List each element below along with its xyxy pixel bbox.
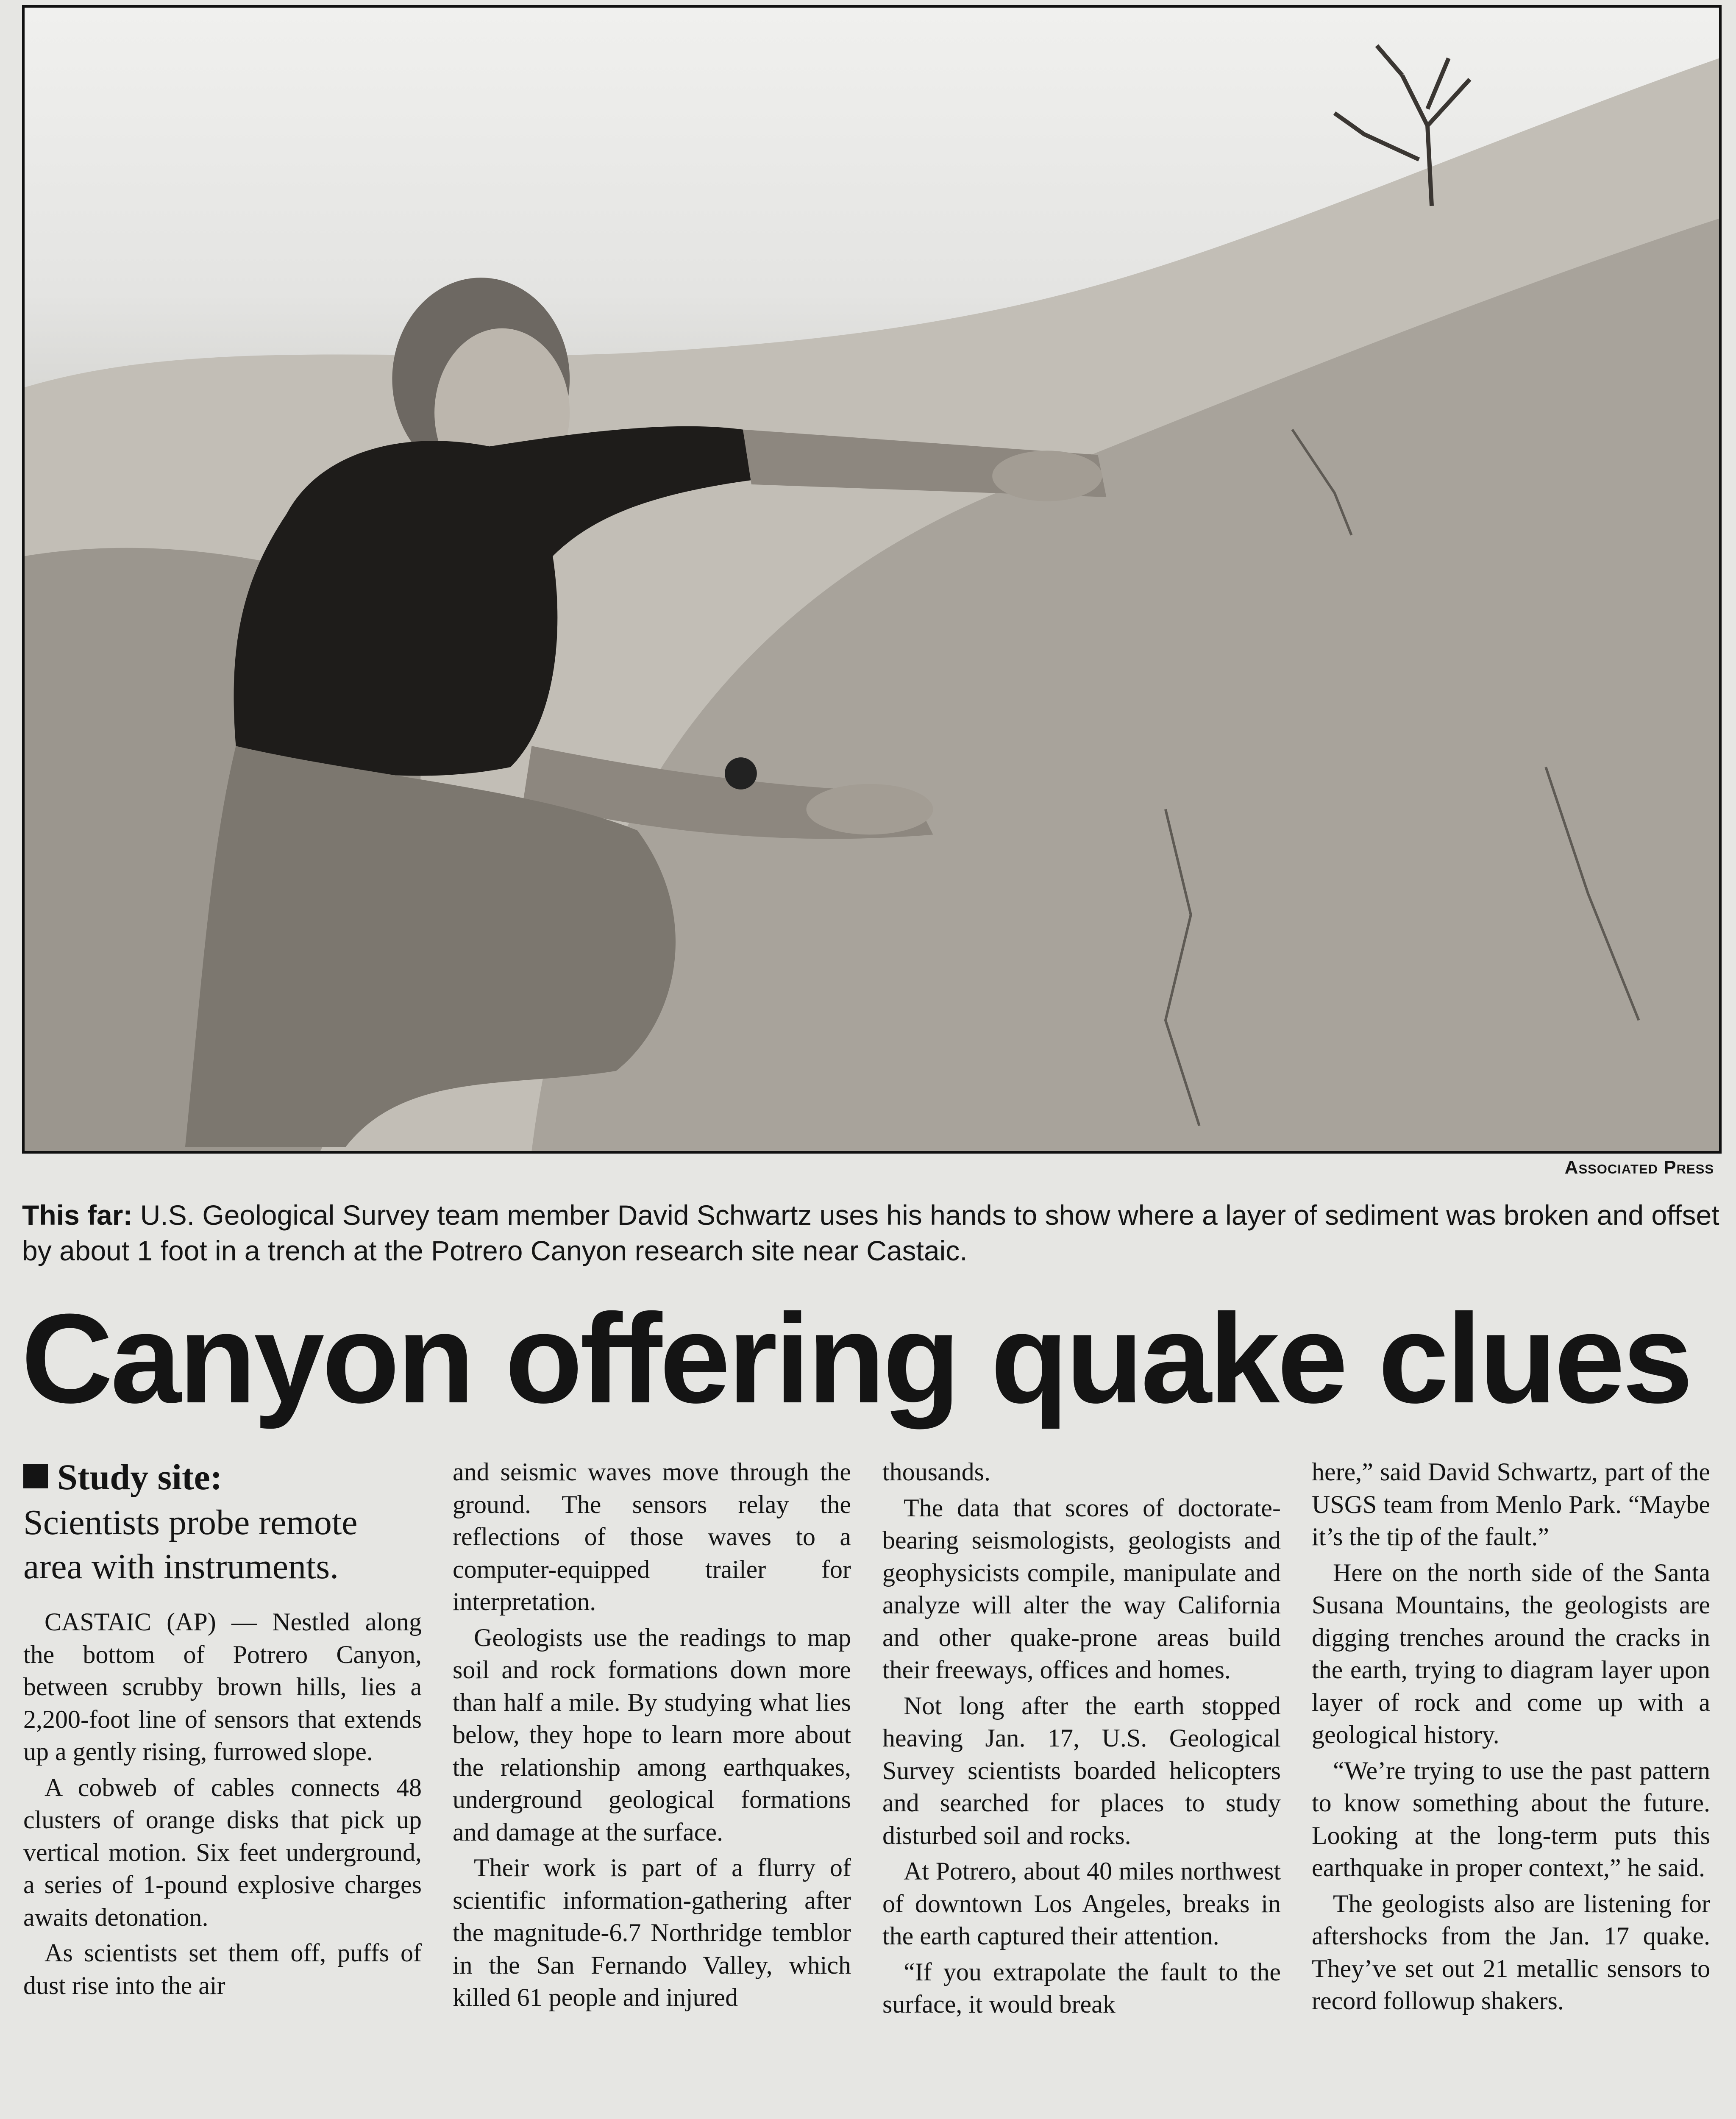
paragraph: Here on the north side of the Santa Susana Mountains, the geologists are digging trenches around the cracks in the earth, trying to diagram layer upon layer of rock and come up with a geological history. [1312, 1558, 1710, 1749]
paragraph: here,” said David Schwartz, part of the USGS team from Menlo Park. “Maybe it’s the tip of the fault.” [1312, 1458, 1710, 1551]
news-photo [22, 5, 1722, 1154]
paragraph: As scientists set them off, puffs of dust rise into the air [23, 1939, 422, 1999]
paragraph: Their work is part of a flurry of scientific information-gathering after the magnitude-6.7 Northridge temblor in the San Fernando Valley, which killed 61 people and injured [453, 1854, 851, 2011]
paragraph: thousands. [882, 1458, 990, 1486]
paragraph: Not long after the earth stopped heaving Jan. 17, U.S. Geological Survey scientists boarded helicopters and searched for places to study disturbed soil and rocks. [882, 1691, 1281, 1849]
caption-text: U.S. Geological Survey team member David Schwartz uses his hands to show where a layer of sediment was broken and offset by about 1 foot in a trench at the Potrero Canyon research site near Castaic. [22, 1199, 1719, 1266]
photo-geologist-in-trench-icon [25, 8, 1719, 1151]
paragraph: A cobweb of cables connects 48 clusters of orange disks that pick up vertical motion. Six feet underground, a series of 1-pound explosive charges awaits detonation. [23, 1773, 422, 1931]
headline: Canyon offering quake clues [21, 1287, 1691, 1429]
paragraph: “We’re trying to use the past pattern to know something about the future. Looking at the long-term puts this earthquake in proper context,” he said. [1312, 1756, 1710, 1882]
paragraph: CASTAIC (AP) — Nestled along the bottom of Potrero Canyon, between scrubby brown hills, lies a 2,200-foot line of sensors that extends up a gently rising, furrowed slope. [23, 1608, 422, 1766]
photo-caption [22, 1197, 1722, 1268]
paragraph: Geologists use the readings to map soil and rock formations down more than half a mile. By studying what lies below, they hope to learn more about the relationship among earthquakes, underground geological formations and damage at the surface. [453, 1623, 851, 1846]
photo-credit: Associated Press [1564, 1157, 1714, 1178]
paragraph: and seismic waves move through the ground. The sensors relay the reflections of those waves to a computer-equipped trailer for interpretation. [453, 1458, 851, 1616]
caption-lead: This far: [22, 1199, 133, 1231]
paragraph: The data that scores of doctorate-bearing seismologists, geologists and geophysicists compile, manipulate and analyze will alter the way California and other quake-prone areas build their freeways, offices and homes. [882, 1493, 1281, 1684]
deck-text: Scientists probe remote area with instruments. [23, 1503, 358, 1586]
deck-label [23, 1456, 422, 1498]
square-bullet-icon [23, 1464, 48, 1488]
article-column-1 [23, 1456, 422, 2005]
paragraph: The geologists also are listening for aftershocks from the Jan. 17 quake. They’ve set out 21 metallic sensors to record followup shakers. [1312, 1889, 1710, 2015]
article-column-3 [882, 1456, 1281, 2024]
article-column-2 [453, 1456, 851, 2017]
deck-label-text: Study site: [57, 1457, 223, 1497]
article-column-4 [1312, 1456, 1710, 2021]
paragraph: “If you extrapolate the fault to the surface, it would break [882, 1958, 1281, 2018]
paragraph: At Potrero, about 40 miles northwest of downtown Los Angeles, breaks in the earth captured their attention. [882, 1857, 1281, 1950]
